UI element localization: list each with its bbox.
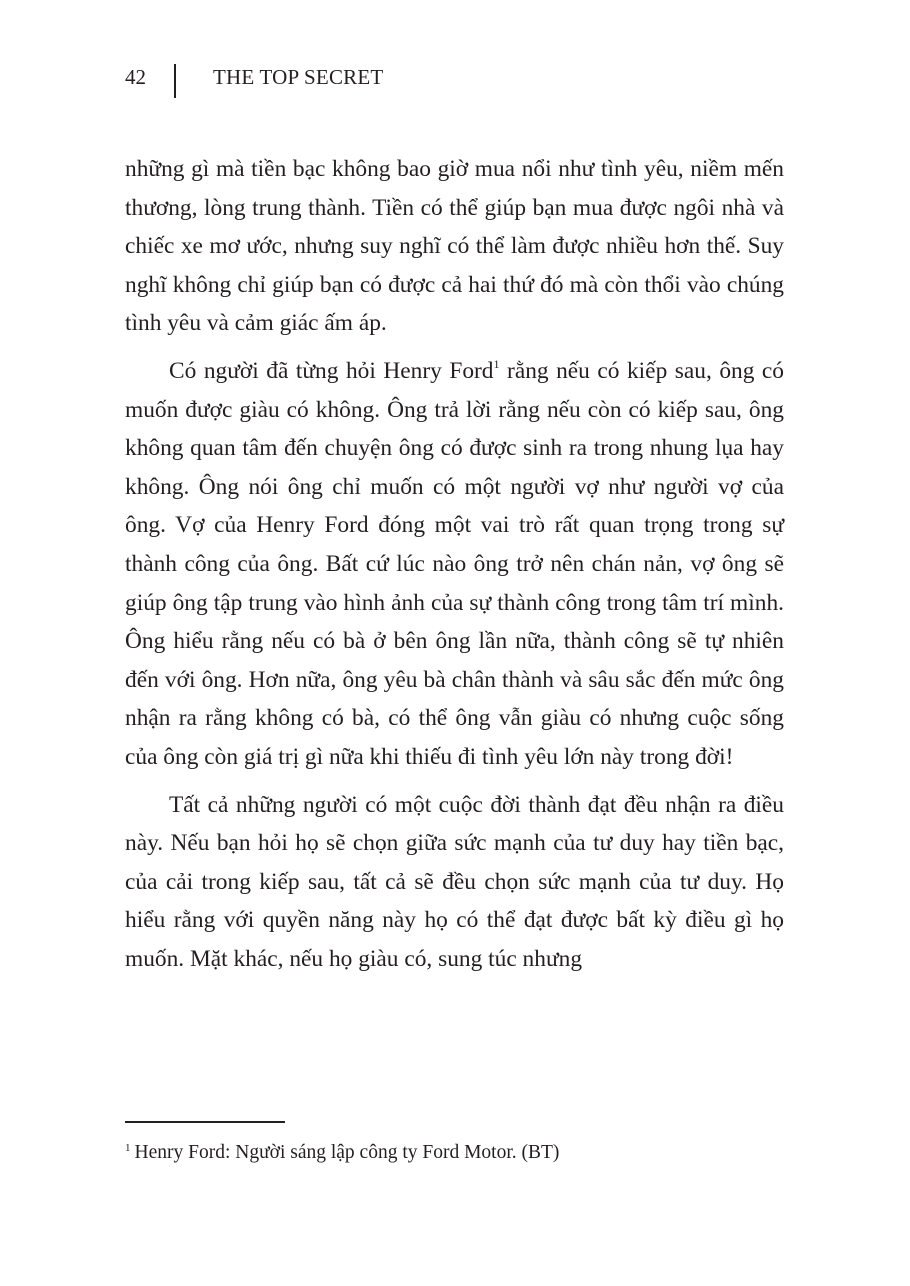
paragraph-successful-people: Tất cả những người có một cuộc đời thành đạt đều nhận ra điều này. Nếu bạn hỏi họ sẽ chọn giữa sức mạnh của tư duy hay tiền bạc, của cải trong kiếp sau, tất cả sẽ đều chọn sức mạnh của tư duy. Họ hiểu rằng với quyền năng này họ có thể đạt được bất kỳ điều gì họ muốn. Mặt khác, nếu họ giàu có, sung túc nhưng bbox=[125, 791, 784, 972]
footnote-mark: 1 bbox=[125, 1141, 131, 1154]
body-text bbox=[125, 150, 784, 978]
paragraph-text-start: Có người đã từng hỏi Henry Ford bbox=[169, 357, 494, 384]
page-number: 42 bbox=[125, 65, 146, 89]
footnote bbox=[125, 1140, 784, 1166]
book-title: THE TOP SECRET bbox=[213, 65, 384, 89]
footnote-reference[interactable]: 1 bbox=[493, 357, 500, 372]
paragraph-text-end: rằng nếu có kiếp sau, ông có muốn được giàu có không. Ông trả lời rằng nếu còn có kiếp sau, ông không quan tâm đến chuyện ông có được sinh ra trong nhung lụa hay không. Ông nói ông chỉ muốn có một người vợ như người vợ của ông. Vợ của Henry Ford đóng một vai trò rất quan trọng trong sự thành công của ông. Bất cứ lúc nào ông trở nên chán nản, vợ ông sẽ giúp ông tập trung vào hình ảnh của sự thành công trong tâm trí mình. Ông hiểu rằng nếu có bà ở bên ông lần nữa, thành công sẽ tự nhiên đến với ông. Hơn nữa, ông yêu bà chân thành và sâu sắc đến mức ông nhận ra rằng không có bà, có thể ông vẫn giàu có nhưng cuộc sống của ông còn giá trị gì nữa khi thiếu đi tình yêu lớn này trong đời! bbox=[125, 357, 785, 770]
paragraph-continued: những gì mà tiền bạc không bao giờ mua nổi như tình yêu, niềm mến thương, lòng trung thành. Tiền có thể giúp bạn mua được ngôi nhà và chiếc xe mơ ước, nhưng suy nghĩ có thể làm được nhiều hơn thế. Suy nghĩ không chỉ giúp bạn có được cả hai thứ đó mà còn thổi vào chúng tình yêu và cảm giác ấm áp. bbox=[125, 156, 784, 337]
paragraph-henry-ford bbox=[125, 352, 784, 777]
running-header bbox=[125, 64, 383, 98]
header-divider bbox=[174, 64, 176, 98]
footnote-divider bbox=[125, 1121, 285, 1123]
footnote-text: Henry Ford: Người sáng lập công ty Ford Motor. (BT) bbox=[134, 1142, 560, 1163]
